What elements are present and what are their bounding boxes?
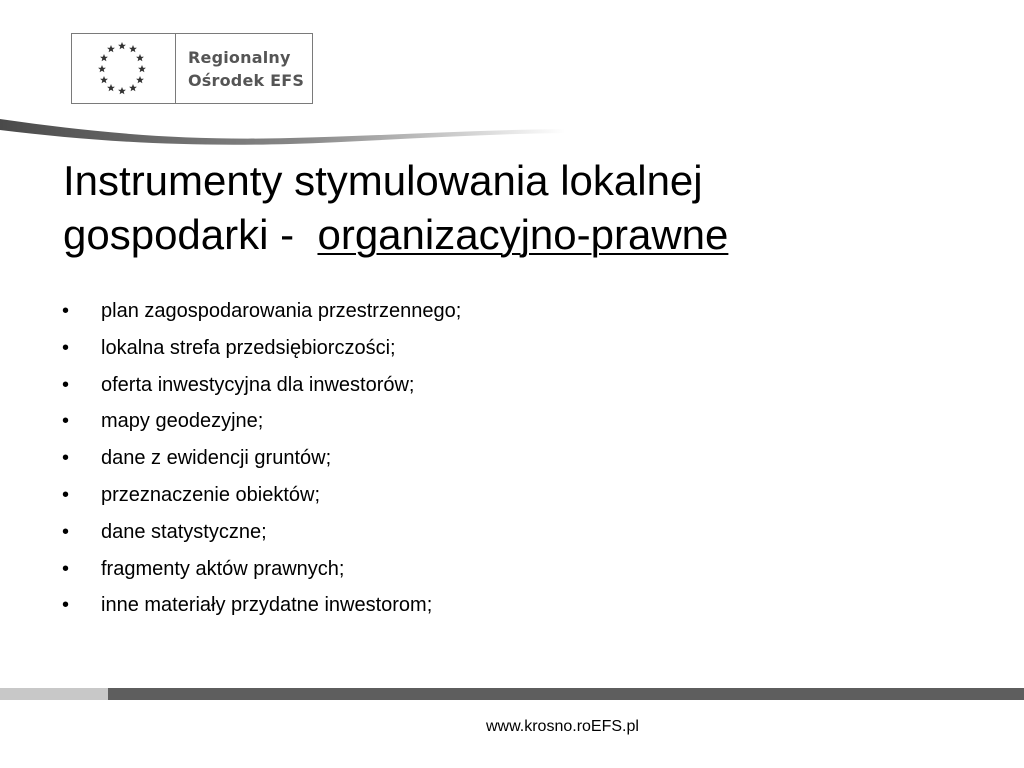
bullet-item — [62, 367, 461, 404]
eu-stars-emblem — [72, 34, 176, 103]
bullet-dot: • — [62, 447, 70, 470]
regionalny-osrodek-efs-logo — [71, 33, 313, 104]
title-line-2 — [63, 208, 963, 262]
bullet-dot: • — [62, 300, 70, 322]
bullet-item — [62, 514, 461, 551]
bullet-text: przeznaczenie obiektów; — [101, 483, 321, 506]
bullet-text: lokalna strefa przedsiębiorczości; — [101, 336, 396, 359]
bullet-text: mapy geodezyjne; — [101, 410, 264, 433]
bullet-item — [62, 330, 461, 367]
bullet-item — [62, 551, 461, 588]
title-line-1: Instrumenty stymulowania lokalnej — [63, 157, 703, 204]
eu-stars-icon — [72, 34, 175, 103]
bullet-text: oferta inwestycyjna dla inwestorów; — [101, 373, 415, 396]
logo-line-1: Regionalny — [188, 48, 291, 67]
bullet-text: inne materiały przydatne inwestorom; — [101, 594, 433, 617]
bullet-item — [62, 587, 461, 624]
decorative-swoosh — [0, 110, 570, 150]
bullet-item — [62, 403, 461, 440]
bullet-dot: • — [62, 483, 70, 506]
footer-bar — [0, 688, 1024, 700]
footer-bar-dark-segment — [108, 688, 1024, 700]
bullet-text: fragmenty aktów prawnych; — [101, 557, 345, 580]
footer-url: www.krosno.roEFS.pl — [486, 718, 639, 735]
bullet-item — [62, 440, 461, 477]
bullet-text: dane z ewidencji gruntów; — [101, 447, 332, 470]
bullet-dot: • — [62, 594, 70, 617]
bullet-dot: • — [62, 520, 70, 543]
bullet-dot: • — [62, 336, 70, 359]
bullet-text: plan zagospodarowania przestrzennego; — [101, 300, 462, 322]
bullet-text: dane statystyczne; — [101, 520, 267, 543]
logo-text — [188, 46, 304, 92]
bullet-dot: • — [62, 557, 70, 580]
title-line-2-prefix: gospodarki - — [63, 211, 318, 258]
bullet-item — [62, 477, 461, 514]
slide-title — [63, 154, 963, 262]
logo-line-2: Ośrodek EFS — [188, 71, 305, 90]
bullet-dot: • — [62, 373, 70, 396]
bullet-item — [62, 293, 461, 330]
title-underlined-term: organizacyjno-prawne — [317, 211, 729, 258]
bullet-list — [62, 293, 461, 624]
bullet-dot: • — [62, 410, 70, 433]
footer-bar-light-segment — [0, 688, 108, 700]
